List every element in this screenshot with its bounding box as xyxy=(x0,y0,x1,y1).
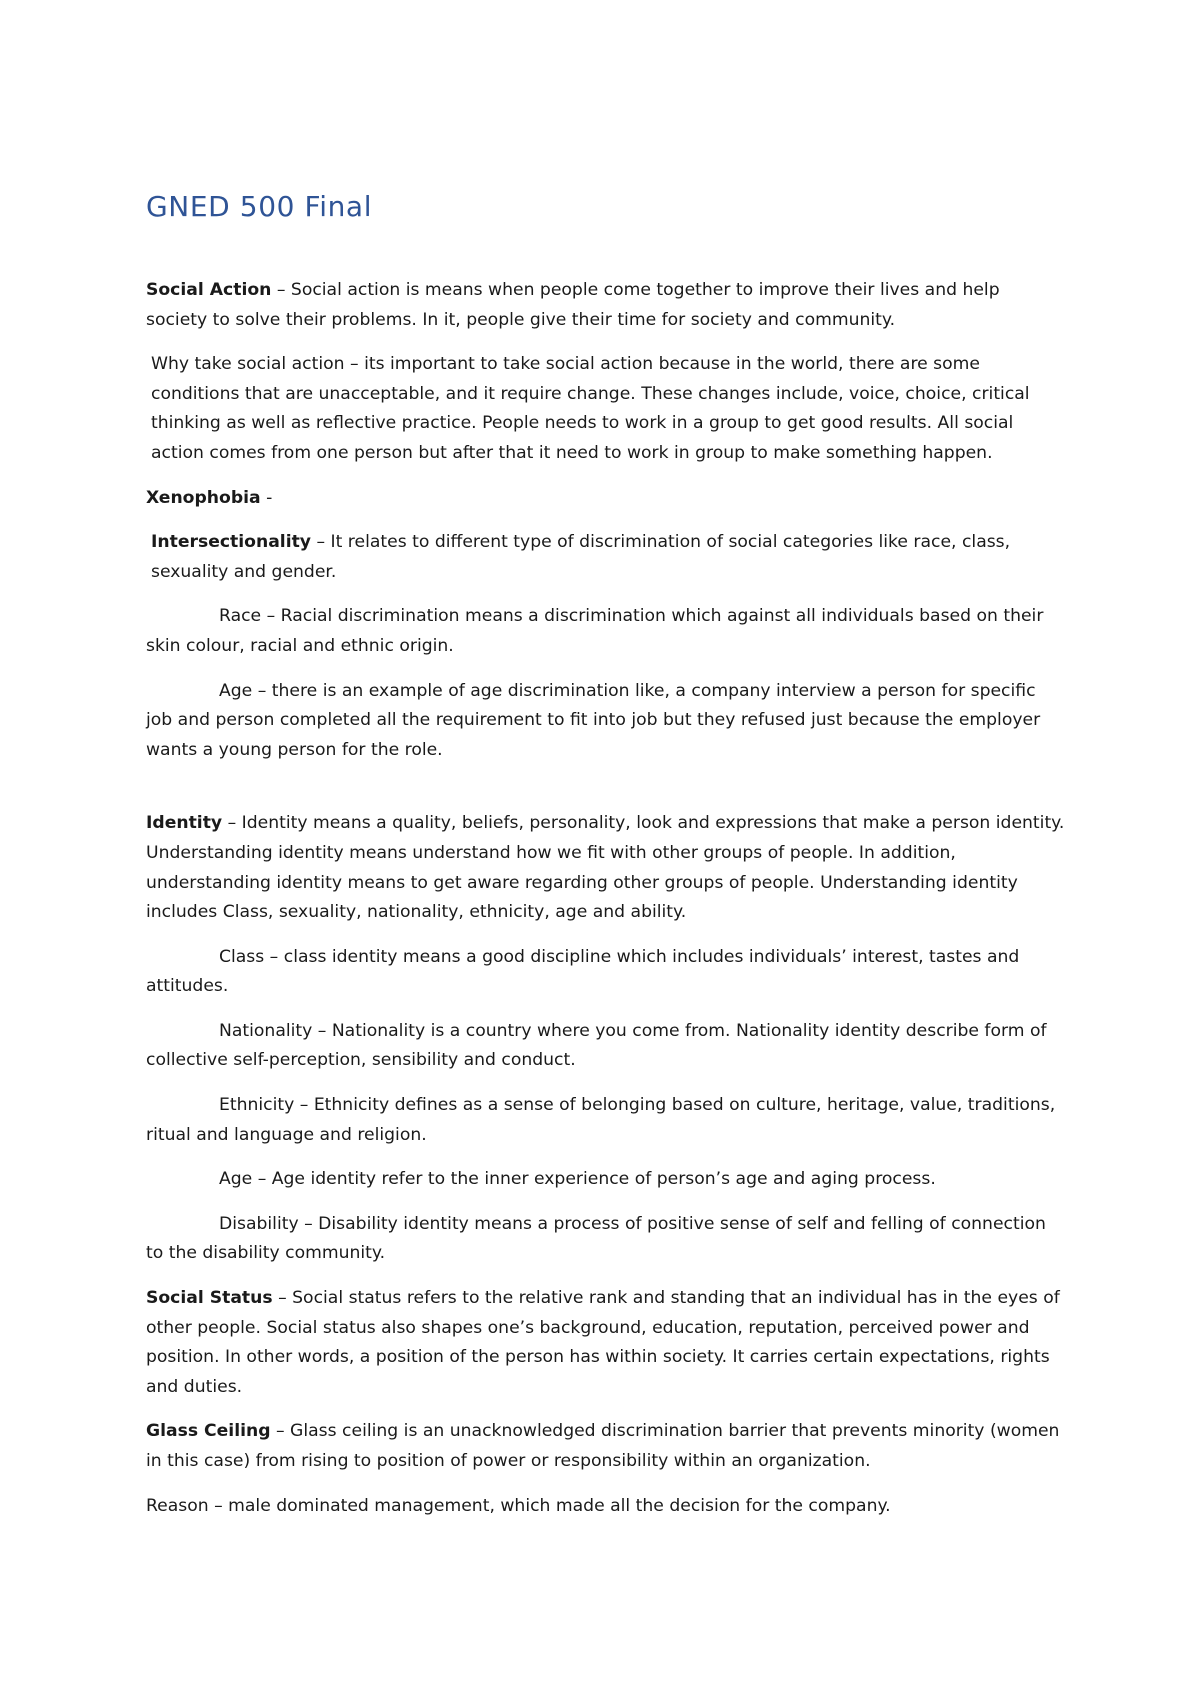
paragraph-reason: Reason – male dominated management, which made all the decision for the company. xyxy=(146,1495,891,1516)
definition-intersectionality: – It relates to different type of discrimination of social categories like race, class, sexuality and gender. xyxy=(151,532,1011,582)
text-why-social-action: Why take social action – its important to take social action because in the world, there are some conditions that are unacceptable, and it require change. These changes include, voice, choice, critical thinking as well as reflective practice. People needs to work in a group to get good results. All social action comes from one person but after that it need to work in group to make something happen. xyxy=(151,354,1030,463)
paragraph-xenophobia xyxy=(146,484,1066,514)
paragraph-race: Race – Racial discrimination means a discrimination which against all individuals based on their skin colour, racial and ethnic origin. xyxy=(146,606,1044,656)
term-intersectionality: Intersectionality xyxy=(151,532,312,553)
term-social-status: Social Status xyxy=(146,1288,273,1309)
term-xenophobia: Xenophobia xyxy=(146,487,261,508)
paragraph-why-social-action xyxy=(146,350,1066,468)
definition-social-status: – Social status refers to the relative rank and standing that an individual has in the eyes of other people. Social status also shapes one’s background, education, reputation, perceived power and position. In other words, a position of the person has within society. It carries certain expectations, rights and duties. xyxy=(146,1288,1060,1397)
document-body xyxy=(146,276,1066,1536)
term-glass-ceiling: Glass Ceiling xyxy=(146,1421,271,1442)
paragraph-class: Class – class identity means a good discipline which includes individuals’ interest, tastes and attitudes. xyxy=(146,946,1020,997)
paragraph-age-discrimination: Age – there is an example of age discrimination like, a company interview a person for specific job and person completed all the requirement to fit into job but they refused just because the employer wants a young person for the role. xyxy=(146,680,1041,760)
definition-identity: – Identity means a quality, beliefs, personality, look and expressions that make a person identity. Understanding identity means understand how we fit with other groups of people. In addition, understanding identity means to get aware regarding other groups of people. Understanding identity includes Class, sexuality, nationality, ethnicity, age and ability. xyxy=(146,813,1065,923)
term-social-action: Social Action xyxy=(146,280,272,300)
paragraph-ethnicity: Ethnicity – Ethnicity defines as a sense of belonging based on culture, heritage, value, traditions, ritual and language and religion. xyxy=(146,1095,1056,1145)
paragraph-social-action xyxy=(146,276,1066,335)
paragraph-age-identity: Age – Age identity refer to the inner experience of person’s age and aging process. xyxy=(219,1169,936,1190)
document-title: GNED 500 Final xyxy=(146,190,373,223)
paragraph-nationality: Nationality – Nationality is a country where you come from. Nationality identity describe form of collective self-perception, sensibility and conduct. xyxy=(146,1020,1047,1071)
paragraph-identity xyxy=(146,809,1066,927)
definition-glass-ceiling: – Glass ceiling is an unacknowledged discrimination barrier that prevents minority (women in this case) from rising to position of power or responsibility within an organization. xyxy=(146,1421,1060,1471)
paragraph-disability: Disability – Disability identity means a process of positive sense of self and felling of connection to the disability community. xyxy=(146,1213,1046,1264)
paragraph-intersectionality xyxy=(146,528,1066,587)
paragraph-social-status xyxy=(146,1284,1066,1402)
definition-xenophobia: - xyxy=(260,487,273,508)
paragraph-glass-ceiling xyxy=(146,1417,1066,1476)
definition-social-action: – Social action is means when people come together to improve their lives and help society to solve their problems. In it, people give their time for society and community. xyxy=(146,280,1000,330)
term-identity: Identity xyxy=(146,813,223,834)
